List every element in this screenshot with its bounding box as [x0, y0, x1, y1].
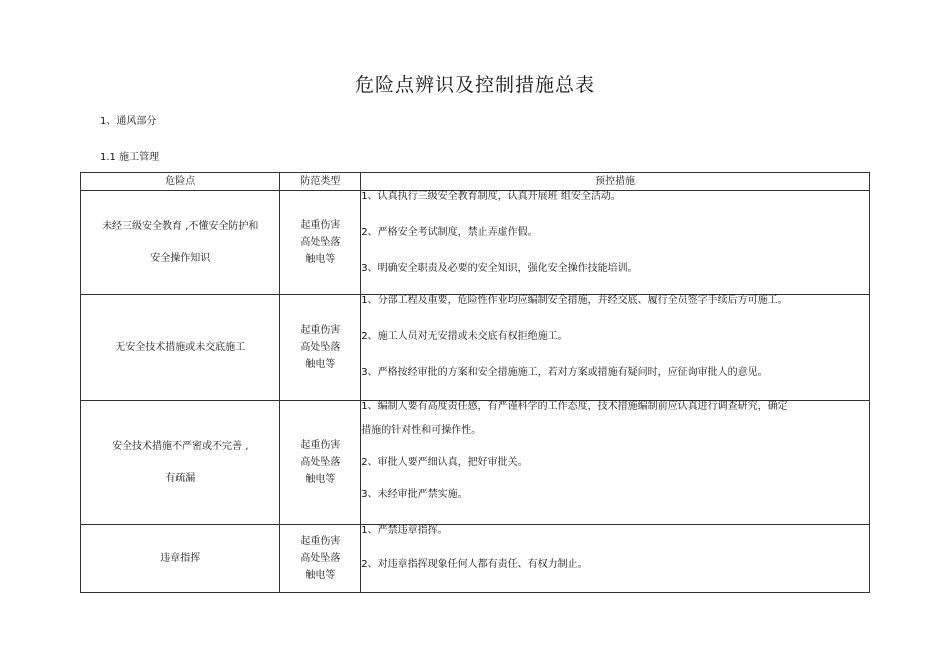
measure-item: 3、严格按经审批的方案和安全措施施工，若对方案或措施有疑问时，应征询审批人的意见。 — [361, 367, 768, 378]
type-text: 起重伤害 — [300, 440, 341, 451]
measure-item: 3、明确安全职责及必要的安全知识，强化安全操作技能培训。 — [361, 263, 638, 274]
hazard-cell — [81, 295, 280, 401]
header-hazard: 危险点 — [81, 173, 280, 191]
risk-control-table — [80, 172, 870, 593]
hazard-text: 安全技术措施不严密或不完善 , — [112, 440, 249, 452]
hazard-text: 违章指挥 — [160, 552, 201, 564]
type-text: 高处坠落 — [300, 237, 341, 248]
type-text: 触电等 — [305, 254, 336, 265]
measures-cell — [361, 525, 870, 593]
measure-item: 1、严禁违章指挥。 — [361, 525, 448, 536]
type-text: 起重伤害 — [300, 220, 341, 231]
hazard-cell — [81, 401, 280, 525]
type-text: 触电等 — [305, 359, 336, 370]
subsection-heading: 1.1 施工管理 — [100, 152, 160, 163]
type-text: 触电等 — [305, 474, 336, 485]
table-row — [81, 295, 870, 401]
type-text: 高处坠落 — [300, 457, 341, 468]
section-heading: 1、通风部分 — [100, 116, 157, 127]
measure-item: 2、对违章指挥现象任何人都有责任、有权力制止。 — [361, 559, 588, 570]
type-text: 起重伤害 — [300, 536, 341, 547]
hazard-text: 有疏漏 — [165, 472, 196, 484]
type-text: 高处坠落 — [300, 553, 341, 564]
measure-item: 1、分部工程及重要，危险性作业均应编制安全措施，并经交底、履行全员签字手续后方可施工。 — [361, 295, 788, 306]
measure-item: 1、编制人要有高度责任感，有严谨科学的工作态度，技术措施编制前应认真进行调查研究，确定 — [361, 401, 788, 412]
type-text: 高处坠落 — [300, 342, 341, 353]
hazard-text: 安全操作知识 — [150, 252, 211, 264]
measure-item: 3、未经审批严禁实施。 — [361, 489, 468, 500]
measure-item: 2、施工人员对无安措或未交底有权拒绝施工。 — [361, 331, 568, 342]
measure-item: 2、审批人要严细认真，把好审批关。 — [361, 457, 528, 468]
measures-cell — [361, 191, 870, 295]
header-control-measures: 预控措施 — [361, 173, 870, 191]
prevention-type-cell — [280, 401, 361, 525]
type-text: 起重伤害 — [300, 325, 341, 336]
table-header-row — [81, 173, 870, 191]
header-prevention-type: 防范类型 — [280, 173, 361, 191]
measures-cell — [361, 295, 870, 401]
hazard-cell — [81, 191, 280, 295]
measures-cell — [361, 401, 870, 525]
measure-item: 措施的针对性和可操作性。 — [361, 425, 482, 436]
hazard-text: 无安全技术措施或未交底施工 — [115, 341, 246, 353]
table-row — [81, 191, 870, 295]
type-text: 触电等 — [305, 570, 336, 581]
hazard-text: 未经三级安全教育 ,不懂安全防护和 — [102, 220, 259, 232]
measure-item: 2、严格安全考试制度，禁止弄虚作假。 — [361, 227, 538, 238]
hazard-cell — [81, 525, 280, 593]
prevention-type-cell — [280, 525, 361, 593]
page-title: 危险点辨识及控制措施总表 — [354, 74, 595, 96]
measure-item: 1、认真执行三级安全教育制度，认真开展班 组安全活动。 — [361, 191, 621, 202]
table-row — [81, 525, 870, 593]
prevention-type-cell — [280, 191, 361, 295]
prevention-type-cell — [280, 295, 361, 401]
table-row — [81, 401, 870, 525]
